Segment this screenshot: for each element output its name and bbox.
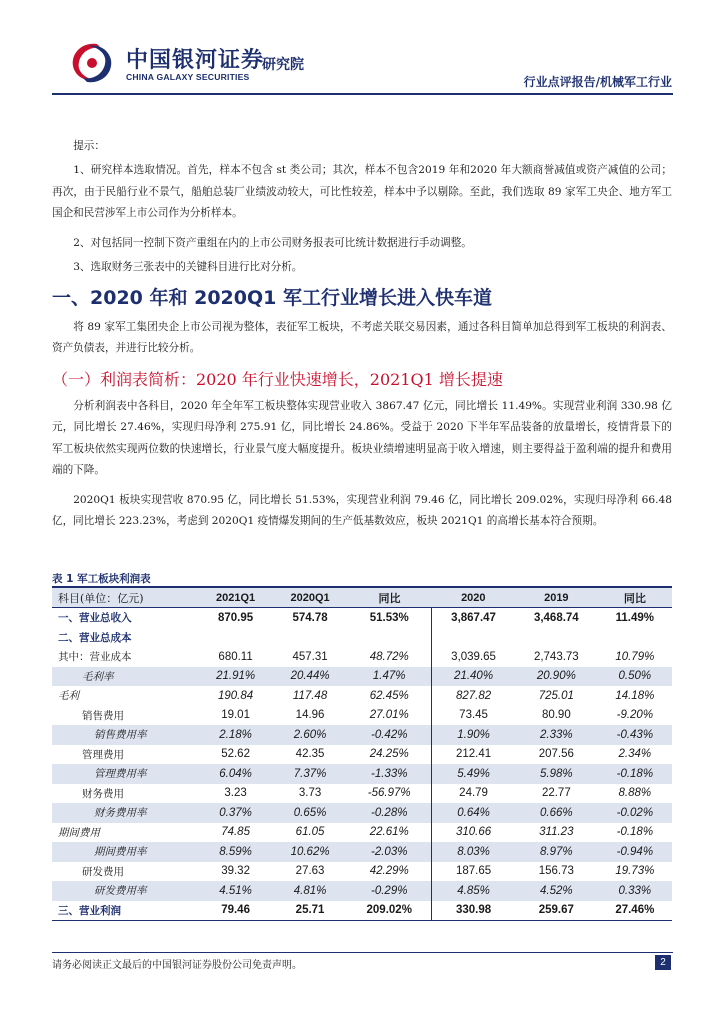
table-row [52, 608, 672, 628]
table-cell: 0.50% [598, 667, 672, 687]
table-cell: 39.32 [221, 865, 250, 878]
table-header: 2019 [515, 587, 598, 608]
table-cell: 10.79% [615, 650, 655, 663]
table-cell: -0.94% [598, 842, 672, 862]
table-cell: 10.62% [273, 842, 347, 862]
table-cell: 8.59% [198, 842, 272, 862]
table-cell: 212.41 [432, 745, 515, 765]
table-title: 表 1 军工板块利润表 [52, 573, 151, 585]
table-cell: 3,867.47 [432, 608, 515, 628]
table-cell: 3.73 [298, 787, 322, 800]
table-row [52, 823, 672, 843]
table-cell: 3,039.65 [432, 647, 515, 667]
table-cell: 14.96 [295, 709, 325, 722]
table-cell: -0.42% [347, 725, 431, 745]
table-cell: 62.45% [369, 689, 409, 702]
table-cell: 14.18% [615, 689, 655, 702]
table-cell [515, 628, 598, 648]
table-row [52, 628, 672, 648]
table-header: 2020 [432, 587, 515, 608]
section-intro: 将 89 家军工集团央企上市公司视为整体，表征军工板块，不考虑关联交易因素，通过各科目简单加总得到军工板块的利润表、资产负债表，并进行比较分析。 [52, 320, 672, 354]
table-row [52, 706, 672, 726]
brand-name-en: CHINA GALAXY SECURITIES [126, 72, 250, 82]
table-cell: 73.45 [432, 706, 515, 726]
table-row [52, 881, 672, 901]
table-cell: 2,743.73 [533, 650, 579, 663]
table-cell: -0.29% [347, 881, 431, 901]
table-row [52, 862, 672, 882]
note-item: 1、研究样本选取情况。首先，样本不包含 st 类公司；其次，样本不包含2019 年和2020 年大额商誉减值或资产减值的公司；再次，由于民船行业不景气，船舶总装厂业绩波动较大，可比性较差，样本中予以剔除。至此，我们选取 89 家军工央企、地方军工国企和民营涉军上市公司作为分析样本。 [52, 164, 672, 219]
table-row [52, 764, 672, 784]
row-label: 三、营业利润 [52, 901, 198, 921]
table-cell: 190.84 [217, 689, 254, 702]
table-cell: 7.37% [273, 764, 347, 784]
table-cell: 22.77 [541, 787, 571, 800]
table-cell: 27.46% [598, 901, 672, 921]
table-cell: 4.85% [432, 881, 515, 901]
row-label: 期间费用率 [52, 842, 198, 862]
table-cell: 20.90% [515, 667, 598, 687]
subsection-title: （一）利润表简析：2020 年行业快速增长，2021Q1 增长提速 [52, 369, 503, 389]
table-cell: 8.03% [432, 842, 515, 862]
table-cell: -9.20% [616, 709, 654, 722]
table-row [52, 725, 672, 745]
galaxy-logo-icon [67, 40, 117, 86]
table-cell: 2.18% [198, 725, 272, 745]
table-cell: -1.33% [347, 764, 431, 784]
page-header [0, 0, 724, 100]
table-cell: 3.23 [224, 787, 247, 800]
table-cell: 79.46 [198, 901, 272, 921]
table-cell: -0.18% [598, 764, 672, 784]
table-header: 2020Q1 [273, 587, 347, 608]
table-cell: 2.33% [515, 725, 598, 745]
main-content [52, 136, 672, 541]
table-cell: 61.05 [295, 826, 325, 839]
table-cell: 74.85 [221, 826, 250, 839]
table-cell: 207.56 [538, 748, 574, 761]
table-cell: 21.40% [432, 667, 515, 687]
table-cell: 42.35 [295, 748, 325, 761]
institute-name: 研究院 [262, 57, 304, 73]
table-cell: 1.47% [347, 667, 431, 687]
table-row [52, 803, 672, 823]
table-cell: 2.34% [618, 748, 652, 761]
table-cell: 259.67 [515, 901, 598, 921]
row-label: 其中：营业成本 [58, 651, 132, 664]
table-cell: 8.88% [618, 787, 652, 800]
report-type: 行业点评报告/机械军工行业 [523, 75, 672, 89]
table-cell: 19.73% [615, 865, 655, 878]
row-label: 管理费用 [82, 748, 124, 761]
table-cell: 2.60% [273, 725, 347, 745]
table-cell: 680.11 [218, 650, 253, 663]
table-cell: 330.98 [432, 901, 515, 921]
page-number: 2 [655, 955, 671, 970]
table-cell: 51.53% [369, 611, 409, 624]
notes-title: 提示： [73, 140, 105, 152]
section-title: 一、2020 年和 2020Q1 军工行业增长进入快车道 [52, 286, 492, 309]
table-cell: 0.64% [432, 803, 515, 823]
table-cell: 117.48 [292, 689, 328, 702]
table-cell [598, 628, 672, 648]
table-cell [347, 628, 431, 648]
table-cell: 870.95 [217, 611, 254, 624]
row-label: 销售费用率 [52, 725, 198, 745]
table-cell: 0.65% [273, 803, 347, 823]
table-cell: 42.29% [369, 865, 409, 878]
table-cell: 20.44% [273, 667, 347, 687]
table-cell: 24.79 [432, 784, 515, 804]
table-cell: 48.72% [369, 650, 409, 663]
row-label: 财务费用 [82, 787, 124, 800]
table-row [52, 901, 672, 921]
row-label: 二、营业总成本 [58, 631, 132, 644]
analysis-paragraph: 分析利润表中各科目，2020 年全年军工板块整体实现营业收入 3867.47 亿元，同比增长 11.49%。实现营业利润 330.98 亿元，同比增长 27.46%，实现归母净利 275.91 亿，同比增长 24.86%。受益于 2020 下半年军品装备的放量增长，疫情背景下的军工板块依然实现两位数的快速增长，行业景气度大幅度提升。板块业绩增速明显高于收入增速，则主要得益于盈利端的提升和费用端的下降。 [52, 399, 672, 476]
table-cell: 25.71 [273, 901, 347, 921]
table-cell: 310.66 [432, 823, 515, 843]
table-cell: 4.51% [198, 881, 272, 901]
table-cell: 11.49% [615, 611, 655, 624]
table-cell: 27.01% [369, 709, 409, 722]
table-cell: 8.97% [515, 842, 598, 862]
table-row [52, 686, 672, 706]
table-cell: 19.01 [221, 709, 250, 722]
note-item: 2、对包括同一控制下资产重组在内的上市公司财务报表可比统计数据进行手动调整。 [73, 236, 472, 249]
table-cell [432, 628, 515, 648]
table-cell: 457.31 [292, 650, 328, 663]
table-cell: 5.49% [432, 764, 515, 784]
table-row [52, 667, 672, 687]
table-header-row [52, 587, 672, 608]
table-cell: 22.61% [369, 826, 409, 839]
table-cell: 574.78 [292, 611, 328, 624]
table-row [52, 647, 672, 667]
table-cell [198, 628, 272, 648]
table-cell: 725.01 [538, 689, 574, 702]
table-header: 同比 [598, 587, 672, 608]
table-cell: 1.90% [432, 725, 515, 745]
footer-disclaimer: 请务必阅读正文最后的中国银河证券股份公司免责声明。 [52, 960, 302, 971]
table-cell: -56.97% [367, 787, 411, 800]
table-cell: -0.43% [598, 725, 672, 745]
table-cell: 0.33% [598, 881, 672, 901]
analysis-paragraph: 2020Q1 板块实现营收 870.95 亿，同比增长 51.53%，实现营业利润 79.46 亿，同比增长 209.02%，实现归母净利 66.48 亿，同比增长 223.23%，考虑到 2020Q1 疫情爆发期间的生产低基数效应，板块 2021Q1 的高增长基本符合预期。 [52, 493, 672, 527]
table-cell: 4.81% [273, 881, 347, 901]
table-cell: 0.66% [515, 803, 598, 823]
table-cell: -2.03% [347, 842, 431, 862]
row-label: 毛利率 [52, 667, 198, 687]
row-label: 销售费用 [82, 709, 124, 722]
table-cell: 27.63 [295, 865, 325, 878]
table-cell: 0.37% [198, 803, 272, 823]
header-divider [52, 93, 673, 95]
row-label: 期间费用 [58, 826, 100, 839]
table-cell: 5.98% [515, 764, 598, 784]
table-cell: -0.18% [616, 826, 654, 839]
table-row [52, 784, 672, 804]
row-label: 研发费用 [82, 865, 124, 878]
table-cell: 6.04% [198, 764, 272, 784]
table-cell: -0.28% [347, 803, 431, 823]
table-row [52, 842, 672, 862]
table-cell [273, 628, 347, 648]
table-cell: 24.25% [369, 748, 409, 761]
brand-name-cn: 中国银河证券 [126, 48, 265, 73]
table-cell: 21.91% [198, 667, 272, 687]
table-header: 2021Q1 [198, 587, 272, 608]
table-cell: 3,468.74 [533, 611, 579, 624]
table-cell: -0.02% [598, 803, 672, 823]
income-statement-table [52, 586, 672, 921]
table-header: 同比 [347, 587, 431, 608]
row-label: 一、营业总收入 [58, 612, 132, 625]
table-header: 科目(单位：亿元) [52, 587, 198, 608]
table-cell: 209.02% [347, 901, 431, 921]
table-cell: 156.73 [538, 865, 574, 878]
row-label: 管理费用率 [52, 764, 198, 784]
table-cell: 187.65 [432, 862, 515, 882]
table-cell: 827.82 [432, 686, 515, 706]
table-cell: 52.62 [221, 748, 250, 761]
footer-divider [52, 952, 673, 953]
table-cell: 311.23 [539, 826, 574, 839]
table-cell: 4.52% [515, 881, 598, 901]
row-label: 毛利 [58, 690, 79, 703]
table-row [52, 745, 672, 765]
row-label: 研发费用率 [52, 881, 198, 901]
row-label: 财务费用率 [52, 803, 198, 823]
table-cell: 80.90 [541, 709, 571, 722]
note-item: 3、选取财务三张表中的关键科目进行比对分析。 [73, 260, 303, 273]
